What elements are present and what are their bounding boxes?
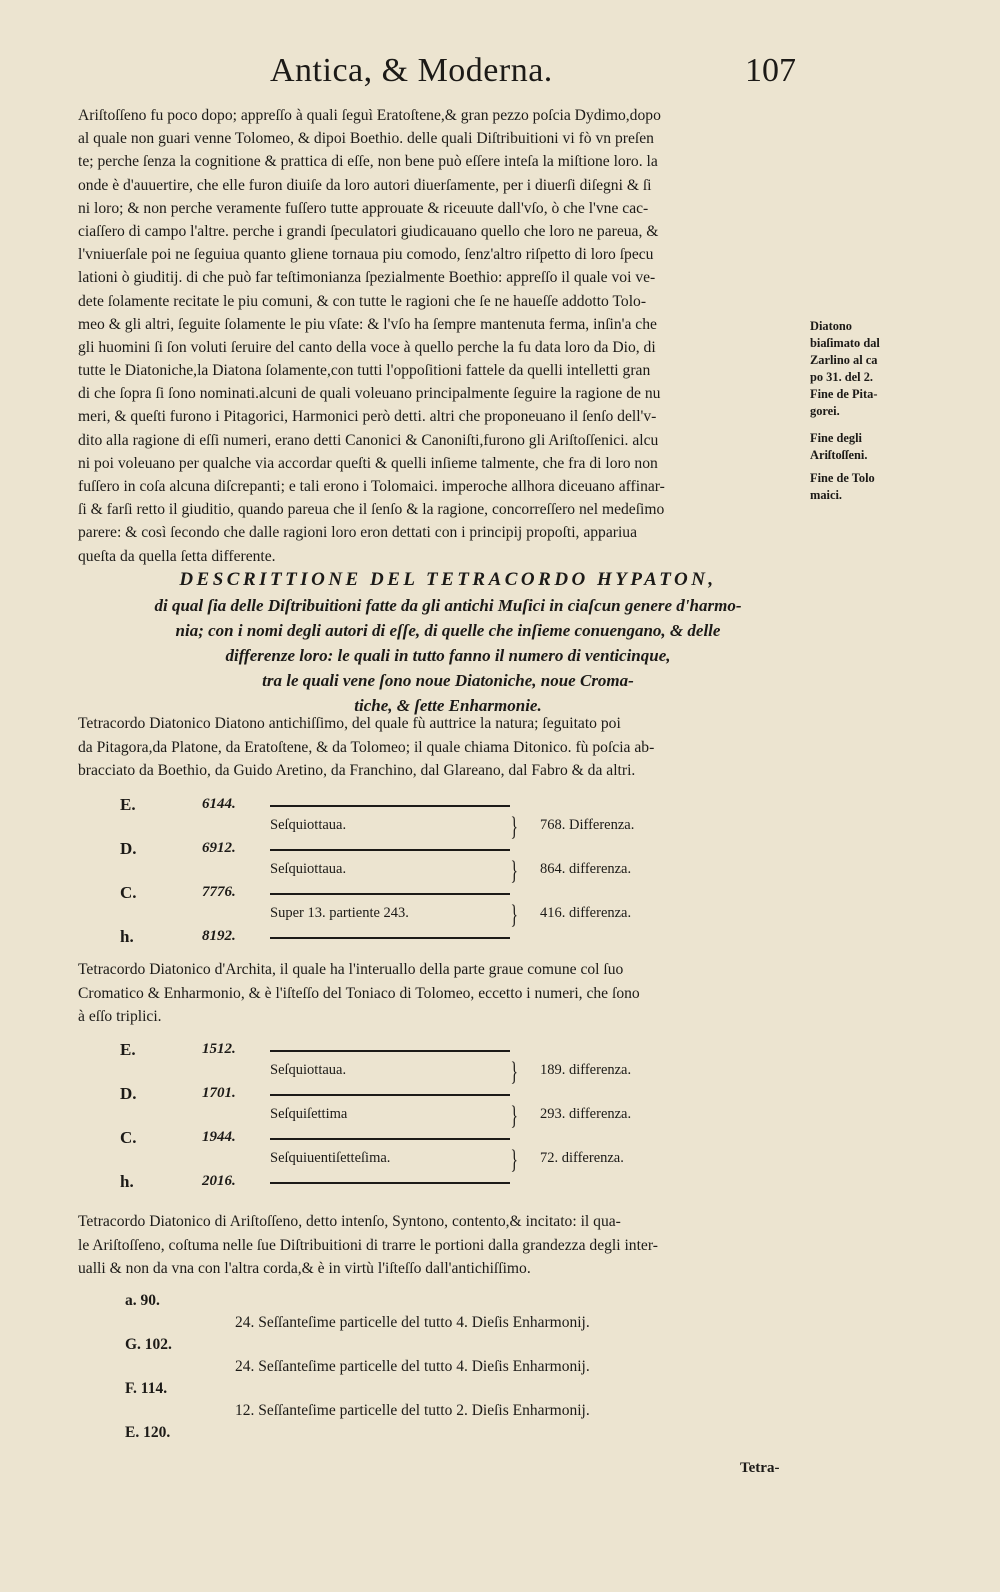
tetrachord-diagram-aristoxenus <box>125 1292 745 1452</box>
string-number: 7776. <box>202 884 236 900</box>
main-paragraph <box>78 104 803 568</box>
catchword: Tetra- <box>740 1460 780 1476</box>
string-number: 2016. <box>202 1173 236 1189</box>
interval-difference: 768. Differenza. <box>540 817 635 833</box>
interval-difference: 864. differenza. <box>540 861 632 877</box>
heading-subtitle <box>78 593 818 718</box>
brace-icon: } <box>510 1101 518 1130</box>
paragraph-archita <box>78 958 808 1029</box>
margin-note-line: gorei. <box>810 404 840 418</box>
text-line: bracciato da Boethio, da Guido Aretino, da Franchino, dal Glareano, dal Fabro & da altri. <box>78 762 636 779</box>
margin-note-line: po 31. del 2. <box>810 370 873 384</box>
text-line: le Ariſtoſſeno, coſtuma nelle ſue Diſtribuitioni di trarre le portioni dalla grandezza degli inter- <box>78 1236 658 1254</box>
note-letter: D. <box>120 1084 137 1103</box>
string-number: 1512. <box>202 1041 236 1057</box>
text-line: meo & gli altri, ſeguite ſolamente le piu vſate: & l'vſo ha ſempre mantenuta ferma, inſin'a che <box>78 315 657 333</box>
margin-note-line: Fine de Tolo <box>810 471 875 485</box>
brace-icon: } <box>510 1057 518 1086</box>
note-letter: D. <box>120 839 137 858</box>
interval-difference: 72. differenza. <box>540 1150 624 1166</box>
brace-icon: } <box>510 856 518 885</box>
note-letter: h. <box>120 927 134 946</box>
interval-ratio: Super 13. partiente 243. <box>270 905 409 921</box>
string-line <box>270 937 510 939</box>
heading-sub-line: tra le quali vene ſono noue Diatoniche, noue Croma- <box>262 671 634 690</box>
text-line: Tetracordo Diatonico di Ariſtoſſeno, detto intenſo, Syntono, contento,& incitato: il qua- <box>78 1213 621 1230</box>
string-line <box>270 1182 510 1184</box>
string-line <box>270 893 510 895</box>
margin-note <box>810 470 875 504</box>
text-line: ſi & farſi retto il giuditio, quando pareua che il ſenſo & la ragione, concorreſſero nel medeſimo <box>78 501 665 519</box>
heading-sub-line: di qual ſia delle Diſtribuitioni fatte da gli antichi Muſici in ciaſcun genere d'harmo- <box>154 596 742 615</box>
page-header <box>0 52 1000 102</box>
string-number: 6912. <box>202 840 236 856</box>
string-line <box>270 849 510 851</box>
heading-title: DESCRITTIONE DEL TETRACORDO HYPATON, <box>179 569 717 590</box>
margin-note <box>810 318 880 386</box>
string-number: 8192. <box>202 928 236 944</box>
interval-ratio: Seſquiottaua. <box>270 1062 347 1078</box>
interval-difference: 293. differenza. <box>540 1106 632 1122</box>
section-heading <box>78 566 818 718</box>
string-number: 6144. <box>202 796 236 812</box>
interval-ratio: Seſquiuentiſetteſima. <box>270 1150 391 1166</box>
text-line: di che ſopra ſi ſono nominati.alcuni de quali voleuano principalmente ſeguire la ragione de nu <box>78 385 661 403</box>
interval-description: 24. Seſſanteſime particelle del tutto 4. Dieſis Enharmonij. <box>235 1314 590 1331</box>
note-value: G. 102. <box>125 1336 172 1353</box>
text-line: l'vniuerſale poi ne ſeguiua quanto gliene tornaua piu comodo, ſenz'altro riſpetto di loro ſpecu <box>78 246 654 264</box>
text-line: queſta da quella ſetta differente. <box>78 547 276 565</box>
note-value: F. 114. <box>125 1380 168 1397</box>
note-value: E. 120. <box>125 1424 171 1441</box>
interval-ratio: Seſquiottaua. <box>270 861 347 877</box>
text-line: à eſſo triplici. <box>78 1008 162 1025</box>
string-line <box>270 1050 510 1052</box>
text-line: ni loro; & non perche veramente fuſſero tutte approuate & riceuute dall'vſo, ò che l'vne cac- <box>78 199 649 217</box>
margin-note-line: Fine de Pita- <box>810 387 878 401</box>
margin-note-line: Ariſtoſſeni. <box>810 448 868 462</box>
running-head: Antica, & Moderna. <box>270 52 553 89</box>
margin-note-line: Diatono <box>810 319 852 333</box>
heading-sub-line: differenze loro: le quali in tutto fanno il numero di venticinque, <box>225 646 671 665</box>
brace-icon: } <box>510 900 518 929</box>
interval-description: 24. Seſſanteſime particelle del tutto 4. Dieſis Enharmonij. <box>235 1358 590 1375</box>
paragraph-aristoxenus <box>78 1210 808 1281</box>
tetrachord-diagram-diatono <box>120 795 720 945</box>
text-line: te; perche ſenza la cognitione & prattica di eſſe, non bene può eſſere inteſa la miſtione loro. la <box>78 153 658 171</box>
text-line: ciaſſero di campo l'altre. perche i grandi ſpeculatori giudicauano quello che loro ne pareua, & <box>78 222 659 240</box>
text-line: parere: & così ſecondo che dalle ragioni loro eron dettati con i principij propoſti, appariua <box>78 524 638 542</box>
text-line: gli huomini ſi ſon voluti ſeruire del canto della voce à quello perche la fu data loro da Dio, di <box>78 338 656 356</box>
interval-ratio: Seſquiſettima <box>270 1106 348 1122</box>
note-letter: E. <box>120 1040 136 1059</box>
margin-note-line: Zarlino al ca <box>810 353 878 367</box>
text-line: Ariſtoſſeno fu poco dopo; appreſſo à quali ſeguì Eratoſtene,& gran pezzo poſcia Dydimo,dopo <box>78 107 661 124</box>
text-line: da Pitagora,da Platone, da Eratoſtene, & da Tolomeo; il quale chiama Ditonico. fù poſcia ab- <box>78 738 655 756</box>
margin-note <box>810 386 877 420</box>
text-line: tutte le Diatoniche,la Diatona ſolamente,con tutti l'oppoſitioni fattele da quelli intelletti gran <box>78 362 651 380</box>
interval-difference: 189. differenza. <box>540 1062 632 1078</box>
string-line <box>270 1138 510 1140</box>
margin-note-line: maici. <box>810 488 842 502</box>
note-value: a. 90. <box>125 1292 160 1309</box>
text-line: onde è d'auuertire, che elle furon diuiſe da loro autori diuerſamente, per i diuerſi diſegni & ſi <box>78 176 652 194</box>
string-number: 1701. <box>202 1085 236 1101</box>
brace-icon: } <box>510 812 518 841</box>
text-line: fuſſero in coſa alcuna diſcrepanti; e tali erono i Tolomaici. imperoche allhora diceuano affinar- <box>78 478 665 495</box>
text-line: lationi ò giuditij. di che può far teſtimonianza ſpezialmente Boethio: appreſſo il quale voi ve- <box>78 269 656 287</box>
string-line <box>270 1094 510 1096</box>
string-line <box>270 805 510 807</box>
text-line: Cromatico & Enharmonio, & è l'iſteſſo del Toniaco di Tolomeo, eccetto i numeri, che ſono <box>78 984 640 1002</box>
note-letter: C. <box>120 883 137 902</box>
margin-note-line: biaſimato dal <box>810 336 880 350</box>
note-letter: C. <box>120 1128 137 1147</box>
note-letter: E. <box>120 795 136 814</box>
interval-ratio: Seſquiottaua. <box>270 817 347 833</box>
margin-note-line: Fine degli <box>810 431 862 445</box>
text-line: Tetracordo Diatonico d'Archita, il quale ha l'interuallo della parte graue comune col ſuo <box>78 961 624 978</box>
text-line: al quale non guari venne Tolomeo, & dipoi Boethio. delle quali Diſtribuitioni vi fò vn preſen <box>78 130 654 148</box>
paragraph-diatono <box>78 712 808 783</box>
text-line: ualli & non da vna con l'altra corda,& è in virtù l'iſteſſo dall'antichiſſimo. <box>78 1260 531 1277</box>
note-letter: h. <box>120 1172 134 1191</box>
interval-description: 12. Seſſanteſime particelle del tutto 2. Dieſis Enharmonij. <box>235 1402 590 1419</box>
text-line: dete ſolamente recitate le piu comuni, & con tutte le ragioni che ſe ne haueſſe addotto Tolo- <box>78 292 647 310</box>
margin-note <box>810 430 867 464</box>
heading-sub-line: tiche, & ſette Enharmonie. <box>354 696 542 715</box>
page-number: 107 <box>745 52 796 89</box>
interval-difference: 416. differenza. <box>540 905 632 921</box>
text-line: Tetracordo Diatonico Diatono antichiſſimo, del quale fù auttrice la natura; ſeguitato poi <box>78 715 621 732</box>
text-line: dito alla ragione di eſſi numeri, erano detti Canonici & Canoniſti,furono gli Ariſtoſſenici. alcu <box>78 431 659 449</box>
heading-sub-line: nia; con i nomi degli autori di eſſe, di quelle che inſieme conuengano, & delle <box>175 621 721 640</box>
text-line: meri, & queſti furono i Pitagorici, Harmonici però detti. altri che proponeuano il ſenſo dell'v- <box>78 408 657 426</box>
tetrachord-diagram-archita <box>120 1040 720 1190</box>
string-number: 1944. <box>202 1129 236 1145</box>
text-line: ni poi voleuano per qualche via accordar queſti & quelli inſieme talmente, che fra di loro non <box>78 454 658 472</box>
brace-icon: } <box>510 1145 518 1174</box>
